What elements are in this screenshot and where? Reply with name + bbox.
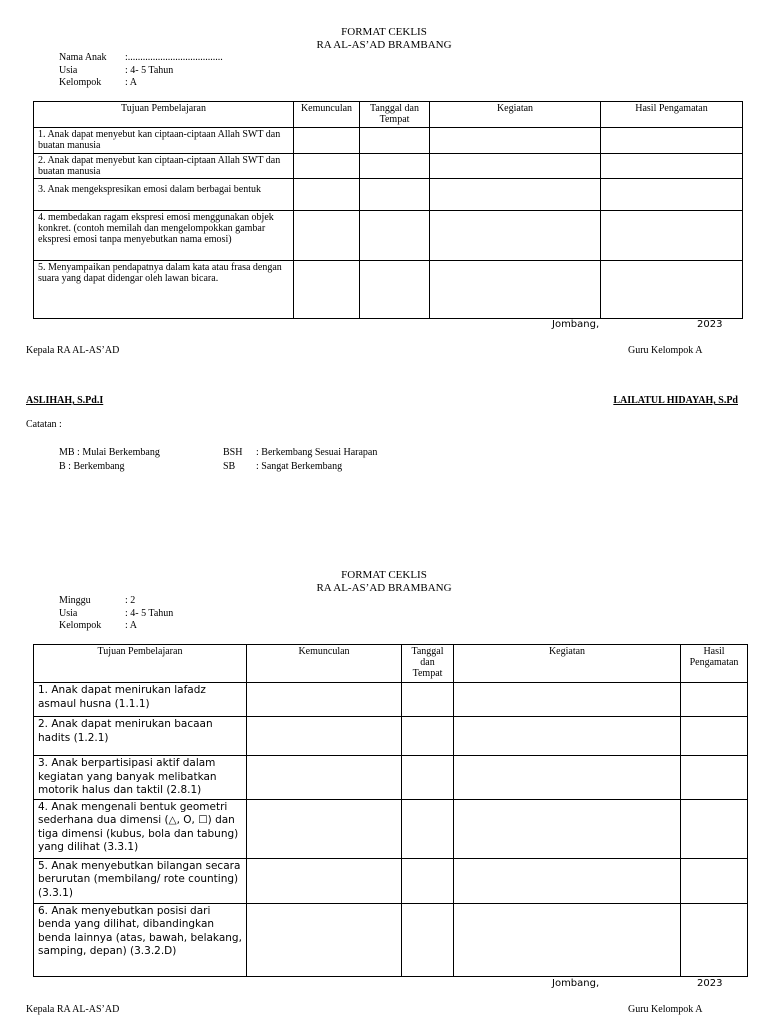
date-place-cell[interactable]: [402, 683, 454, 717]
meta-label: Kelompok: [59, 620, 102, 631]
observation-cell[interactable]: [601, 128, 743, 154]
meta-label: Nama Anak: [59, 52, 107, 63]
meta-label: Minggu: [59, 595, 91, 606]
date-place-cell[interactable]: [402, 756, 454, 800]
table-row: [34, 903, 748, 976]
legend-bsh: : Berkembang Sesuai Harapan: [256, 447, 378, 458]
head-title: Kepala RA AL-AS’AD: [26, 345, 120, 356]
meta-row-week: [59, 595, 259, 607]
activity-cell[interactable]: [454, 858, 681, 903]
goal-cell: 4. membedakan ragam ekspresi emosi menggunakan objek konkret. (contoh memilah dan mengelompokkan gambar ekspresi emosi tanpa menyebutkan nama emosi): [34, 211, 294, 261]
appearance-cell[interactable]: [247, 903, 402, 976]
checklist-table-2: [33, 644, 748, 977]
appearance-cell[interactable]: [294, 211, 360, 261]
table-row: [34, 154, 743, 179]
activity-cell[interactable]: [454, 799, 681, 858]
goal-cell: 1. Anak dapat menirukan lafadz asmaul husna (1.1.1): [34, 683, 247, 717]
header-appearance: Kemunculan: [247, 645, 402, 683]
year-label: 2023: [697, 319, 723, 330]
legend-sb: : Sangat Berkembang: [256, 461, 343, 472]
goal-cell: 5. Menyampaikan pendapatnya dalam kata atau frasa dengan suara yang dapat didengar oleh lawan bicara.: [34, 261, 294, 319]
doc-subtitle-2: RA AL-AS’AD BRAMBANG: [316, 582, 452, 594]
observation-cell[interactable]: [681, 858, 748, 903]
appearance-cell[interactable]: [247, 717, 402, 756]
place-label: Jombang,: [552, 319, 600, 330]
meta-value: : 2: [125, 595, 136, 606]
header-activity: Kegiatan: [454, 645, 681, 683]
year-label: 2023: [697, 978, 723, 989]
legend-code-sb: SB: [223, 461, 236, 472]
header-observation: Hasil Pengamatan: [601, 102, 743, 128]
meta-row-name: [59, 52, 259, 64]
appearance-cell[interactable]: [247, 683, 402, 717]
place-label: Jombang,: [552, 978, 600, 989]
doc-title-2: FORMAT CEKLIS: [341, 569, 427, 581]
table-row: [34, 717, 748, 756]
observation-cell[interactable]: [681, 683, 748, 717]
meta-block-1: [59, 52, 259, 90]
header-observation: Hasil Pengamatan: [681, 645, 748, 683]
activity-cell[interactable]: [430, 128, 601, 154]
activity-cell[interactable]: [454, 756, 681, 800]
goal-cell: 3. Anak mengekspresikan emosi dalam berbagai bentuk: [34, 179, 294, 211]
header-goal: Tujuan Pembelajaran: [34, 645, 247, 683]
appearance-cell[interactable]: [247, 858, 402, 903]
date-place-cell[interactable]: [402, 799, 454, 858]
date-place-cell[interactable]: [402, 903, 454, 976]
goal-cell: 5. Anak menyebutkan bilangan secara berurutan (membilang/ rote counting) (3.3.1): [34, 858, 247, 903]
meta-value: : 4- 5 Tahun: [125, 608, 174, 619]
observation-cell[interactable]: [681, 756, 748, 800]
appearance-cell[interactable]: [294, 261, 360, 319]
table-row: [34, 858, 748, 903]
table-row: [34, 179, 743, 211]
teacher-title: Guru Kelompok A: [628, 345, 703, 356]
observation-cell[interactable]: [681, 717, 748, 756]
doc-subtitle-1: RA AL-AS’AD BRAMBANG: [316, 39, 452, 51]
meta-label: Usia: [59, 65, 78, 76]
date-place-cell[interactable]: [360, 154, 430, 179]
legend-code-bsh: BSH: [223, 447, 243, 458]
table-row: [34, 683, 748, 717]
meta-value: : 4- 5 Tahun: [125, 65, 174, 76]
date-place-cell[interactable]: [402, 717, 454, 756]
meta-value: : A: [125, 77, 137, 88]
activity-cell[interactable]: [454, 683, 681, 717]
appearance-cell[interactable]: [247, 756, 402, 800]
legend-mb: MB : Mulai Berkembang: [59, 447, 160, 458]
header-goal: Tujuan Pembelajaran: [34, 102, 294, 128]
head-title: Kepala RA AL-AS’AD: [26, 1004, 120, 1015]
table-row: [34, 128, 743, 154]
appearance-cell[interactable]: [294, 179, 360, 211]
activity-cell[interactable]: [430, 261, 601, 319]
observation-cell[interactable]: [681, 799, 748, 858]
table-row: [34, 799, 748, 858]
legend-b: B : Berkembang: [59, 461, 125, 472]
meta-label: Kelompok: [59, 77, 102, 88]
checklist-table-1: [33, 101, 743, 319]
header-date-place: Tanggal dan Tempat: [360, 102, 430, 128]
goal-cell: 6. Anak menyebutkan posisi dari benda yang dilihat, dibandingkan benda lainnya (atas, bawah, belakang, samping, depan) (3.3.2.D): [34, 903, 247, 976]
doc-title-1: FORMAT CEKLIS: [341, 26, 427, 38]
meta-value: : A: [125, 620, 137, 631]
date-place-cell[interactable]: [360, 211, 430, 261]
goal-cell: 2. Anak dapat menirukan bacaan hadits (1.2.1): [34, 717, 247, 756]
meta-row-group: [59, 77, 259, 89]
date-place-cell[interactable]: [360, 179, 430, 211]
meta-row-age: [59, 65, 259, 77]
notes-label: Catatan :: [26, 419, 62, 430]
table-row: [34, 211, 743, 261]
header-activity: Kegiatan: [430, 102, 601, 128]
header-appearance: Kemunculan: [294, 102, 360, 128]
goal-cell: 3. Anak berpartisipasi aktif dalam kegiatan yang banyak melibatkan motorik halus dan taktil (2.8.1): [34, 756, 247, 800]
appearance-cell[interactable]: [294, 128, 360, 154]
appearance-cell[interactable]: [294, 154, 360, 179]
activity-cell[interactable]: [454, 717, 681, 756]
date-place-cell[interactable]: [360, 128, 430, 154]
teacher-title: Guru Kelompok A: [628, 1004, 703, 1015]
observation-cell[interactable]: [601, 154, 743, 179]
observation-cell[interactable]: [681, 903, 748, 976]
meta-label: Usia: [59, 608, 78, 619]
goal-cell: 1. Anak dapat menyebut kan ciptaan-ciptaan Allah SWT dan buatan manusia: [34, 128, 294, 154]
table-header-row: [34, 102, 743, 128]
head-name: ASLIHAH, S.Pd.I: [26, 395, 104, 406]
activity-cell[interactable]: [430, 179, 601, 211]
meta-block-2: [59, 595, 259, 633]
appearance-cell[interactable]: [247, 799, 402, 858]
activity-cell[interactable]: [454, 903, 681, 976]
table-row: [34, 261, 743, 319]
table-header-row: [34, 645, 748, 683]
meta-value: :......................................: [125, 52, 223, 63]
observation-cell[interactable]: [601, 261, 743, 319]
activity-cell[interactable]: [430, 211, 601, 261]
activity-cell[interactable]: [430, 154, 601, 179]
goal-cell: 2. Anak dapat menyebut kan ciptaan-ciptaan Allah SWT dan buatan manusia: [34, 154, 294, 179]
goal-cell: 4. Anak mengenali bentuk geometri sederhana dua dimensi (△, O, ☐) dan tiga dimensi (kubus, bola dan tabung) yang dilihat (3.3.1): [34, 799, 247, 858]
meta-row-group: [59, 620, 259, 632]
observation-cell[interactable]: [601, 179, 743, 211]
date-place-cell[interactable]: [402, 858, 454, 903]
date-place-cell[interactable]: [360, 261, 430, 319]
header-date-place: Tanggal dan Tempat: [402, 645, 454, 683]
table-row: [34, 756, 748, 800]
observation-cell[interactable]: [601, 211, 743, 261]
teacher-name: LAILATUL HIDAYAH, S.Pd: [613, 395, 738, 406]
meta-row-age: [59, 608, 259, 620]
